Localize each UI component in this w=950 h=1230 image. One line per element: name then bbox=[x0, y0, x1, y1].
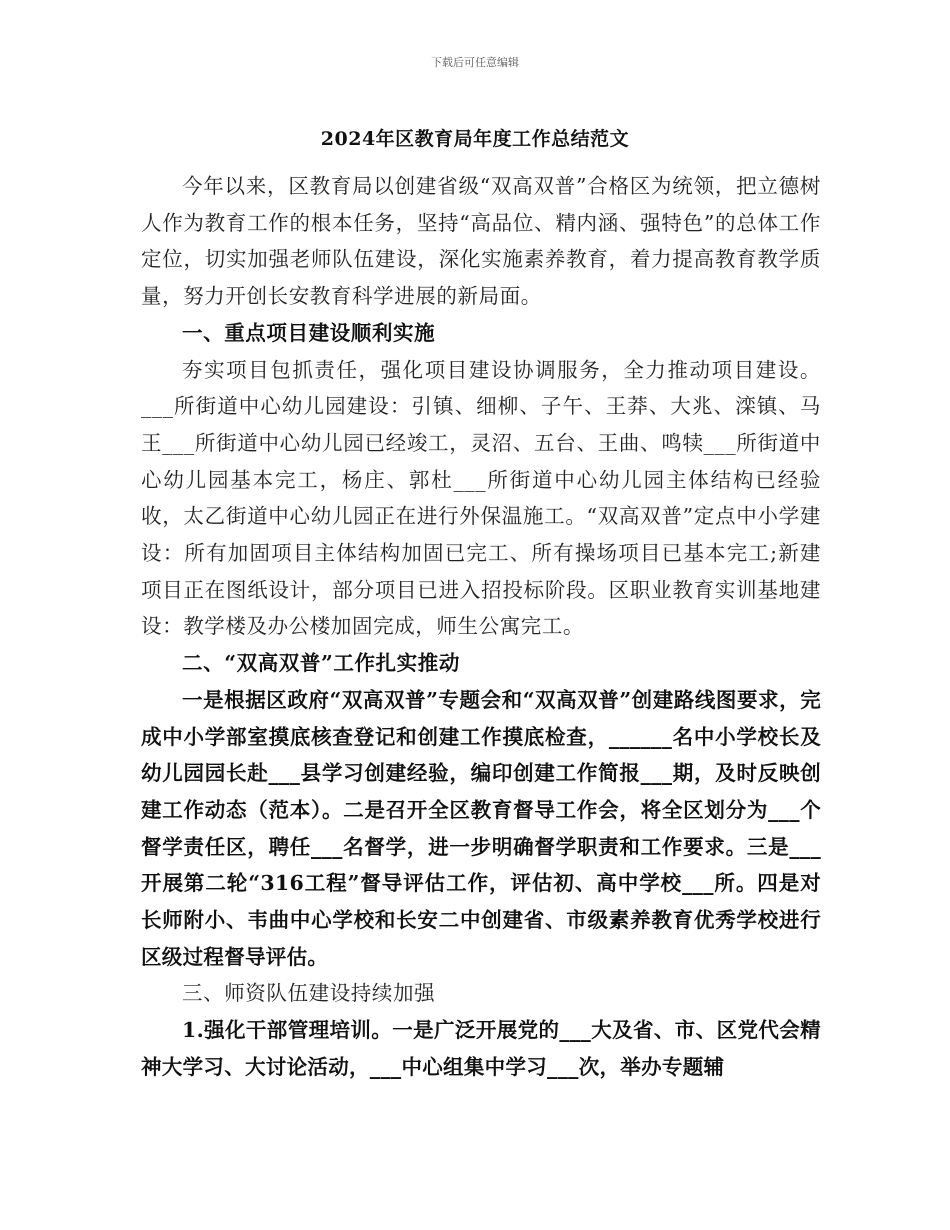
section-3-body: 1.强化干部管理培训。一是广泛开展党的___大及省、市、区党代会精神大学习、大讨论活动，___中心组集中学习___次，举办专题辅 bbox=[141, 1018, 821, 1079]
document-body bbox=[141, 168, 821, 1086]
section-2-heading: 二、“双高双普”工作扎实推动 bbox=[182, 651, 460, 676]
section-2-body: 一是根据区政府“双高双普”专题会和“双高双普”创建路线图要求，完成中小学部室摸底核查登记和创建工作摸底检查，______名中小学校长及幼儿园园长赴___县学习创建经验，编印创建工作简报___期，及时反映创建工作动态（范本）。二是召开全区教育督导工作会，将全区划分为___个督学责任区，聘任___名督学，进一步明确督学职责和工作要求。三是___开展第二轮“316工程”督导评估工作，评估初、高中学校___所。四是对长师附小、韦曲中心学校和长安二中创建省、市级素养教育优秀学校进行区级过程督导评估。 bbox=[141, 687, 821, 969]
intro-paragraph: 今年以来，区教育局以创建省级“双高双普”合格区为统领，把立德树人作为教育工作的根本任务，坚持“高品位、精内涵、强特色”的总体工作定位，切实加强老师队伍建设，深化实施素养教育，着力提高教育教学质量，努力开创长安教育科学进展的新局面。 bbox=[141, 174, 821, 309]
section-1-heading: 一、重点项目建设顺利实施 bbox=[182, 320, 436, 345]
document-title: 2024年区教育局年度工作总结范文 bbox=[320, 128, 630, 150]
section-3-heading: 三、师资队伍建设持续加强 bbox=[182, 981, 436, 1006]
section-1-body: 夯实项目包抓责任，强化项目建设协调服务，全力推动项目建设。___所街道中心幼儿园建设：引镇、细柳、子午、王莽、大兆、滦镇、马王___所街道中心幼儿园已经竣工，灵沼、五台、王曲、鸣犊___所街道中心幼儿园基本完工，杨庄、郭杜___所街道中心幼儿园主体结构已经验收，太乙街道中心幼儿园正在进行外保温施工。“双高双普”定点中小学建设：所有加固项目主体结构加固已完工、所有操场项目已基本完工;新建项目正在图纸设计，部分项目已进入招投标阶段。区职业教育实训基地建设：教学楼及办公楼加固完成，师生公寓完工。 bbox=[141, 357, 821, 639]
page-header-note: 下载后可任意编辑 bbox=[431, 56, 519, 69]
